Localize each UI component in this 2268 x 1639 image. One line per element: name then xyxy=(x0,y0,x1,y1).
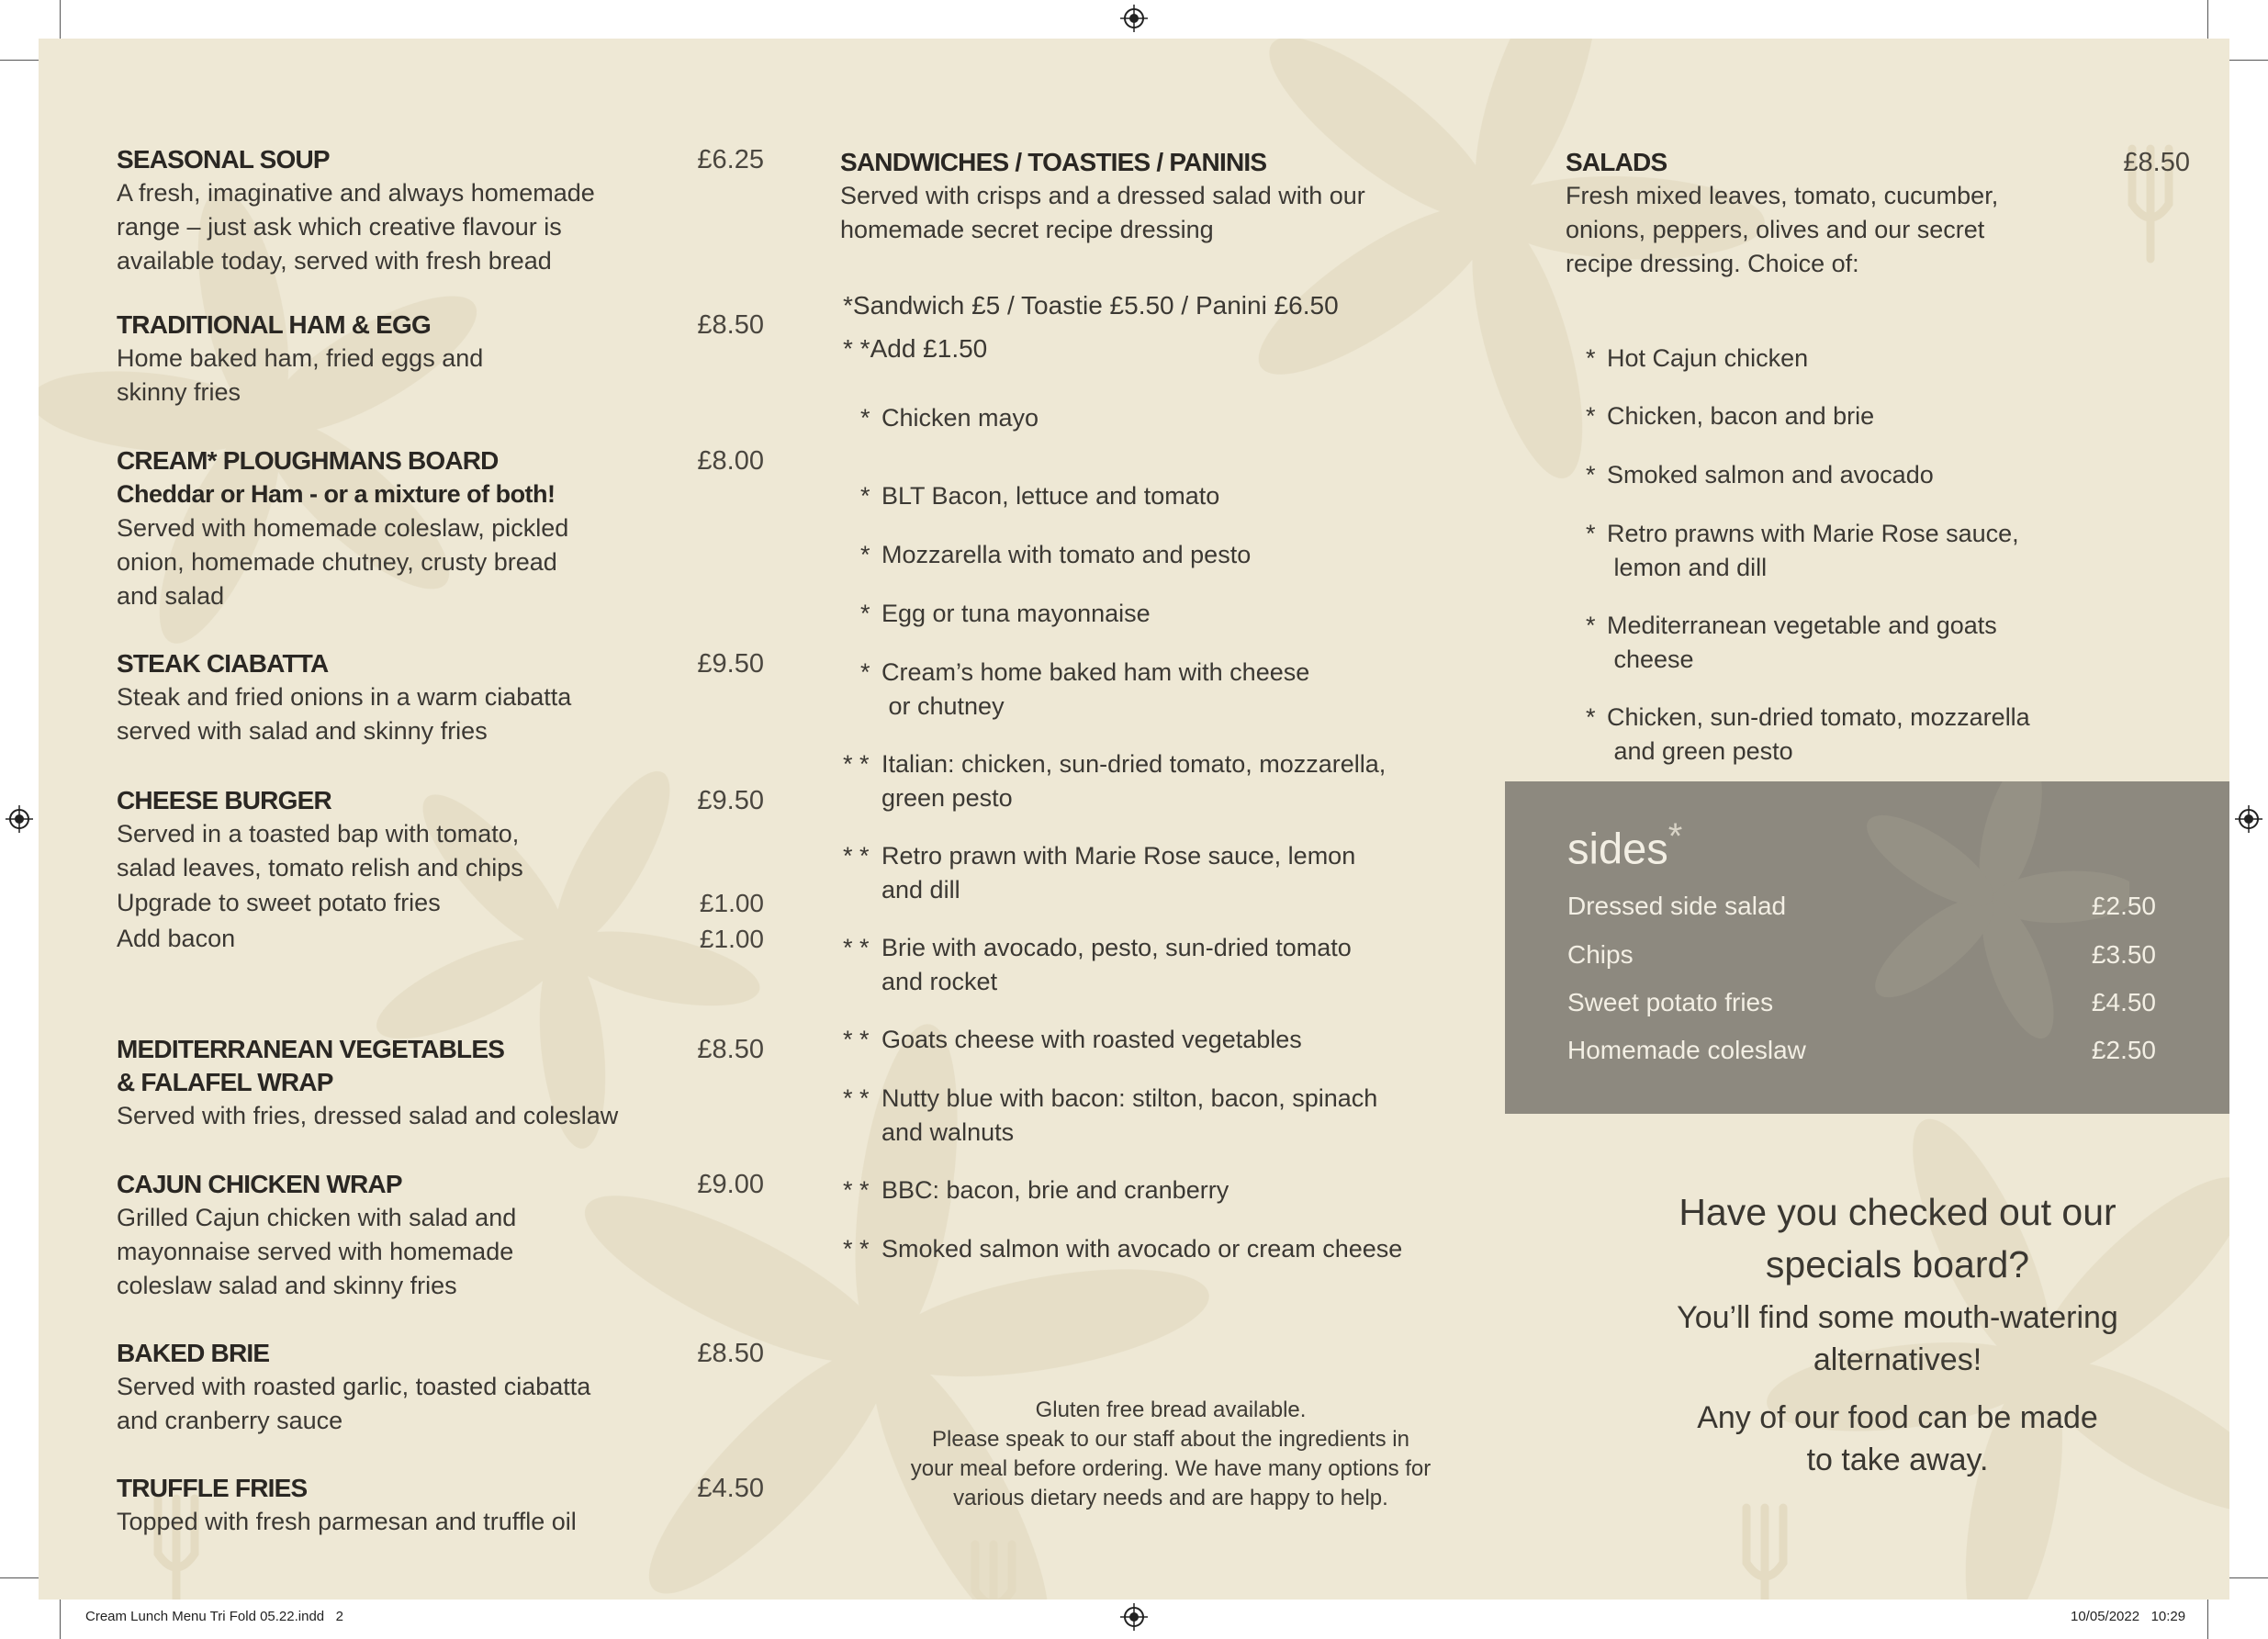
option-text: and dill xyxy=(881,876,960,904)
item-price: £9.00 xyxy=(697,1170,764,1199)
option-text: BLT Bacon, lettuce and tomato xyxy=(881,482,1220,510)
item-description: Home baked ham, fried eggs and xyxy=(117,344,484,372)
trim-mark xyxy=(0,1577,39,1578)
item-description: mayonnaise served with homemade xyxy=(117,1238,514,1265)
item-title: MEDITERRANEAN VEGETABLES xyxy=(117,1035,505,1063)
item-title: CAJUN CHICKEN WRAP xyxy=(117,1170,402,1198)
item-title: BAKED BRIE xyxy=(117,1339,270,1367)
promo-headline: Have you checked out our xyxy=(1679,1191,2116,1233)
option-text: Hot Cajun chicken xyxy=(1607,344,1809,372)
option-text: Mozzarella with tomato and pesto xyxy=(881,541,1252,568)
section-title: SALADS xyxy=(1566,148,1667,176)
registration-mark-icon xyxy=(1120,5,1148,32)
item-description: Served with homemade coleslaw, pickled xyxy=(117,514,569,542)
print-timestamp: 10/05/2022 10:29 xyxy=(2071,1609,2186,1624)
option-text: Smoked salmon and avocado xyxy=(1607,461,1934,488)
menu-item xyxy=(117,784,764,957)
item-title-continued: & FALAFEL WRAP xyxy=(117,1068,333,1096)
item-title: SEASONAL SOUP xyxy=(117,145,330,174)
option-marker: * xyxy=(1586,402,1596,430)
sides-title xyxy=(1567,816,1682,874)
side-price: £2.50 xyxy=(2091,1036,2156,1064)
menu-item xyxy=(117,1472,764,1539)
item-price: £9.50 xyxy=(697,649,764,679)
option-text: or chutney xyxy=(881,692,1005,720)
item-extra xyxy=(117,885,764,921)
item-price: £8.50 xyxy=(697,1035,764,1064)
option-text: Chicken, sun-dried tomato, mozzarella xyxy=(1607,703,2030,731)
option-text: Cream’s home baked ham with cheese xyxy=(881,658,1310,686)
option-marker: * xyxy=(860,658,870,686)
option-text: lemon and dill xyxy=(1607,554,1768,581)
trim-mark xyxy=(2229,60,2268,61)
item-description: served with salad and skinny fries xyxy=(117,717,488,745)
promo-text: You’ll find some mouth-watering xyxy=(1677,1300,2118,1335)
trim-mark xyxy=(2229,1577,2268,1578)
promo-text: alternatives! xyxy=(1813,1342,1982,1377)
option-marker: * xyxy=(1586,703,1596,731)
option-text: Nutty blue with bacon: stilton, bacon, spinach xyxy=(881,1084,1378,1112)
side-label: Homemade coleslaw xyxy=(1567,1036,1806,1064)
section-price: £8.50 xyxy=(2123,148,2190,177)
option-text: Retro prawns with Marie Rose sauce, xyxy=(1607,520,2019,547)
extra-price: £1.00 xyxy=(699,889,764,917)
menu-item xyxy=(117,1337,764,1438)
side-price: £2.50 xyxy=(2091,892,2156,920)
item-price: £6.25 xyxy=(697,145,764,174)
section-title: SANDWICHES / TOASTIES / PANINIS xyxy=(840,148,1267,176)
promo-text: to take away. xyxy=(1806,1443,1989,1477)
side-label: Sweet potato fries xyxy=(1567,988,1774,1016)
item-description: skinny fries xyxy=(117,378,241,406)
option-marker: * * xyxy=(843,1084,870,1112)
option-marker: * * xyxy=(843,934,870,961)
menu-item xyxy=(117,1033,764,1133)
trim-mark xyxy=(60,1600,61,1639)
menu-sheet xyxy=(39,39,2229,1600)
item-description: A fresh, imaginative and always homemade xyxy=(117,179,595,207)
menu-item xyxy=(117,647,764,748)
side-label: Chips xyxy=(1567,940,1634,969)
extra-label: Upgrade to sweet potato fries xyxy=(117,889,441,916)
option-text: and green pesto xyxy=(1607,737,1793,765)
item-description: Served in a toasted bap with tomato, xyxy=(117,820,520,848)
menu-item xyxy=(117,143,764,278)
option-marker: * * xyxy=(843,750,870,778)
option-text: Brie with avocado, pesto, sun-dried tomato xyxy=(881,934,1352,961)
item-description: range – just ask which creative flavour is xyxy=(117,213,562,241)
option-text: and rocket xyxy=(881,968,998,995)
option-marker: * * xyxy=(843,1235,870,1263)
item-title: TRADITIONAL HAM & EGG xyxy=(117,310,432,339)
option-marker: * * xyxy=(843,1026,870,1053)
option-text: cheese xyxy=(1607,645,1694,673)
note-line: various dietary needs and are happy to help. xyxy=(953,1486,1388,1510)
item-description: coleslaw salad and skinny fries xyxy=(117,1272,457,1299)
section-header xyxy=(1566,146,2190,281)
section-header xyxy=(840,146,1501,247)
registration-mark-icon xyxy=(1120,1603,1148,1631)
option-marker: * xyxy=(860,404,870,432)
item-description: Grilled Cajun chicken with salad and xyxy=(117,1204,517,1231)
option-text: and walnuts xyxy=(881,1118,1015,1146)
extra-label: Add bacon xyxy=(117,925,236,952)
item-description: available today, served with fresh bread xyxy=(117,247,552,275)
item-title: CHEESE BURGER xyxy=(117,786,331,814)
note-line: Please speak to our staff about the ingredients in xyxy=(932,1427,1409,1452)
registration-mark-icon xyxy=(2235,805,2262,833)
trim-mark xyxy=(0,60,39,61)
section-intro: recipe dressing. Choice of: xyxy=(1566,250,1859,277)
option-text: Chicken mayo xyxy=(881,404,1039,432)
item-description: Topped with fresh parmesan and truffle oil xyxy=(117,1508,577,1535)
option-marker: * xyxy=(860,600,870,627)
trim-mark xyxy=(2207,0,2208,39)
item-price: £8.50 xyxy=(697,310,764,340)
option-marker: * xyxy=(1586,520,1596,547)
item-price: £8.50 xyxy=(697,1339,764,1368)
option-text: Egg or tuna mayonnaise xyxy=(881,600,1151,627)
side-item xyxy=(1567,988,2156,1017)
option-text: BBC: bacon, brie and cranberry xyxy=(881,1176,1229,1204)
sides-title-text: sides xyxy=(1567,824,1668,873)
fork-icon xyxy=(1746,1508,1783,1600)
option-text: Retro prawn with Marie Rose sauce, lemon xyxy=(881,842,1356,870)
side-item xyxy=(1567,1036,2156,1065)
option-marker: * xyxy=(1586,344,1596,372)
addon-price-note: * *Add £1.50 xyxy=(843,334,988,363)
item-title: STEAK CIABATTA xyxy=(117,649,329,678)
item-price: £9.50 xyxy=(697,786,764,815)
option-text: Italian: chicken, sun-dried tomato, mozzarella, xyxy=(881,750,1387,778)
side-label: Dressed side salad xyxy=(1567,892,1787,920)
print-file-label: Cream Lunch Menu Tri Fold 05.22.indd 2 xyxy=(85,1609,343,1624)
option-marker: * xyxy=(1586,612,1596,639)
sides-title-mark: * xyxy=(1667,816,1683,857)
registration-mark-icon xyxy=(6,805,33,833)
option-text: Goats cheese with roasted vegetables xyxy=(881,1026,1302,1053)
item-subtitle: Cheddar or Ham - or a mixture of both! xyxy=(117,480,556,508)
item-description: Served with fries, dressed salad and coleslaw xyxy=(117,1102,619,1129)
item-description: and cranberry sauce xyxy=(117,1407,343,1434)
trim-mark xyxy=(60,0,61,39)
item-description: onion, homemade chutney, crusty bread xyxy=(117,548,557,576)
note-line: Gluten free bread available. xyxy=(1035,1398,1307,1422)
option-text: Smoked salmon with avocado or cream cheese xyxy=(881,1235,1403,1263)
menu-item xyxy=(117,309,764,410)
menu-item xyxy=(117,1168,764,1303)
item-title: TRUFFLE FRIES xyxy=(117,1474,308,1502)
side-item xyxy=(1567,940,2156,970)
section-intro: homemade secret recipe dressing xyxy=(840,216,1214,243)
menu-item xyxy=(117,444,764,613)
option-text: Mediterranean vegetable and goats xyxy=(1607,612,1997,639)
section-intro: Served with crisps and a dressed salad with our xyxy=(840,182,1365,209)
section-intro: Fresh mixed leaves, tomato, cucumber, xyxy=(1566,182,1999,209)
item-price: £8.00 xyxy=(697,446,764,476)
side-item xyxy=(1567,892,2156,921)
extra-price: £1.00 xyxy=(699,925,764,953)
option-marker: * * xyxy=(843,1176,870,1204)
side-price: £4.50 xyxy=(2091,988,2156,1016)
item-extra xyxy=(117,921,764,957)
dietary-note xyxy=(840,1396,1501,1513)
item-description: Steak and fried onions in a warm ciabatta xyxy=(117,683,572,711)
side-price: £3.50 xyxy=(2091,940,2156,969)
section-intro: onions, peppers, olives and our secret xyxy=(1566,216,1985,243)
promo-text: Any of our food can be made xyxy=(1697,1400,2098,1435)
sides-panel xyxy=(1505,781,2229,1114)
option-text: Chicken, bacon and brie xyxy=(1607,402,1875,430)
option-marker: * xyxy=(860,541,870,568)
item-title: CREAM* PLOUGHMANS BOARD xyxy=(117,446,499,475)
specials-promo xyxy=(1566,1186,2229,1481)
option-marker: * xyxy=(1586,461,1596,488)
trim-mark xyxy=(2207,1600,2208,1639)
bread-pricing: *Sandwich £5 / Toastie £5.50 / Panini £6.50 xyxy=(843,291,1339,320)
option-marker: * * xyxy=(843,842,870,870)
option-marker: * xyxy=(860,482,870,510)
item-price: £4.50 xyxy=(697,1474,764,1503)
item-description: salad leaves, tomato relish and chips xyxy=(117,854,523,881)
option-text: green pesto xyxy=(881,784,1013,812)
item-description: and salad xyxy=(117,582,225,610)
item-description: Served with roasted garlic, toasted ciabatta xyxy=(117,1373,591,1400)
note-line: your meal before ordering. We have many options for xyxy=(910,1456,1432,1481)
promo-headline: specials board? xyxy=(1765,1243,2030,1285)
